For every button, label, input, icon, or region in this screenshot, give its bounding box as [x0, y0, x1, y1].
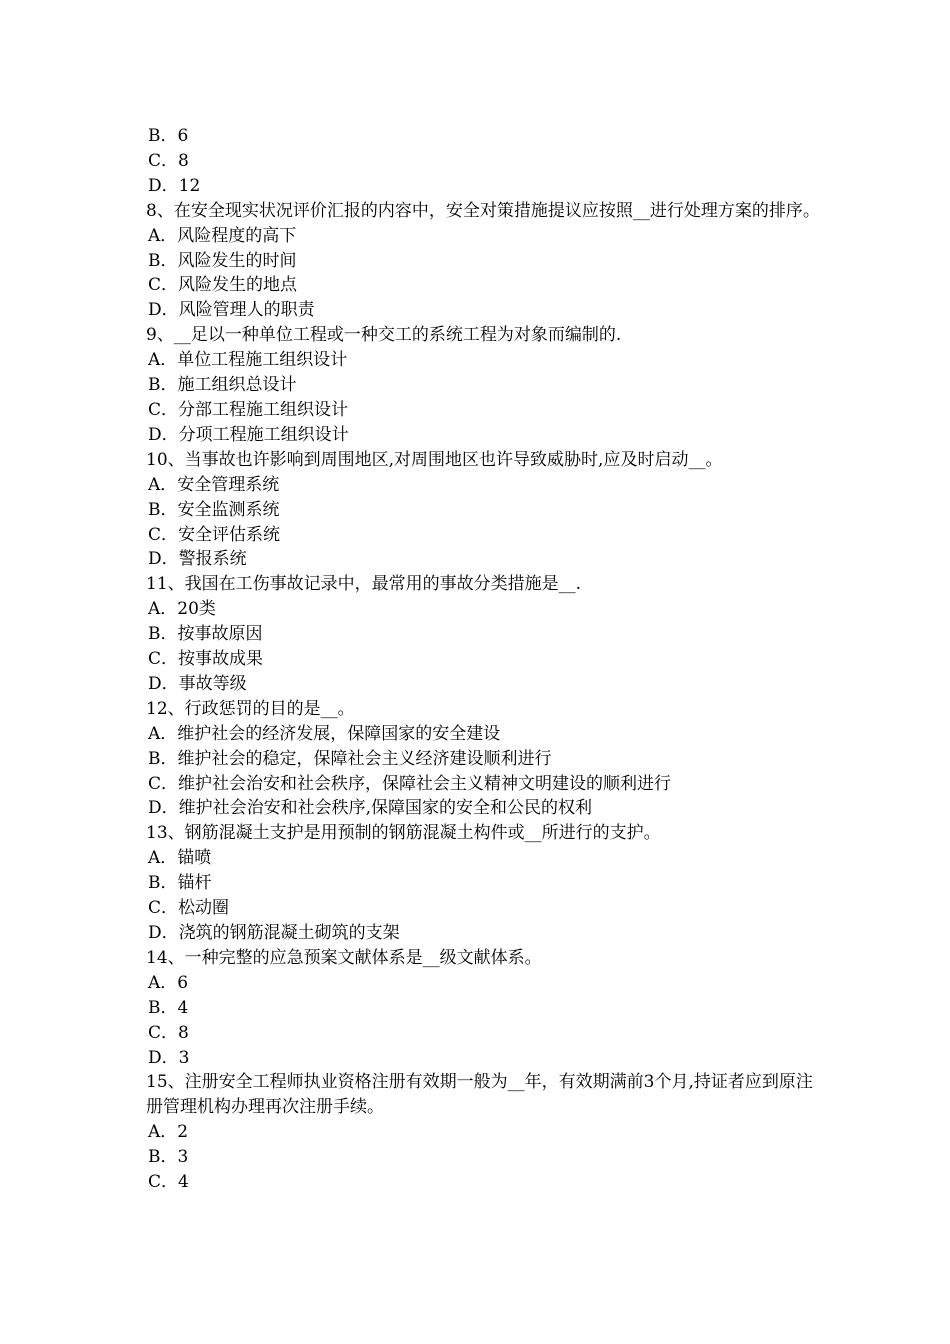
question-12	[146, 697, 826, 822]
question-text: 10、当事故也许影响到周围地区,对周围地区也许导致威胁时,应及时启动__。	[146, 449, 723, 470]
option: B．施工组织总设计	[148, 375, 297, 396]
question-text: 15、注册安全工程师执业资格注册有效期一般为__年，有效期满前3个月,持证者应到原注册管理机构办理再次注册手续。	[146, 1072, 813, 1118]
option: B．锚杆	[148, 873, 212, 894]
option: B．按事故原因	[148, 624, 263, 645]
option: A．20类	[148, 599, 216, 620]
question-text: 12、行政惩罚的目的是__。	[146, 698, 355, 719]
option: D．12	[148, 175, 201, 196]
option: D．3	[148, 1047, 190, 1068]
option: A．锚喷	[148, 848, 212, 869]
option: D．维护社会治安和社会秩序,保障国家的安全和公民的权利	[148, 798, 593, 819]
option: B．风险发生的时间	[148, 250, 297, 271]
question-13	[146, 821, 826, 946]
option: C．8	[148, 1022, 189, 1043]
option: B．维护社会的稳定，保障社会主义经济建设顺利进行	[148, 748, 552, 769]
question-text: 14、一种完整的应急预案文献体系是__级文献体系。	[146, 947, 542, 968]
document-page	[146, 124, 826, 1195]
question-11	[146, 572, 826, 697]
option: C．安全评估系统	[148, 524, 281, 545]
option: C．分部工程施工组织设计	[148, 399, 349, 420]
option: B．3	[148, 1147, 189, 1168]
option: B．安全监测系统	[148, 499, 280, 520]
option: A．2	[148, 1122, 189, 1143]
option: C．8	[148, 150, 189, 171]
question-text: 11、我国在工伤事故记录中，最常用的事故分类措施是__.	[146, 574, 582, 595]
question-9	[146, 323, 826, 448]
option: B．4	[148, 997, 189, 1018]
option: A．风险程度的高下	[148, 225, 297, 246]
option: D．警报系统	[148, 549, 247, 570]
question-10	[146, 448, 826, 573]
option: A．单位工程施工组织设计	[148, 350, 348, 371]
option: D．事故等级	[148, 673, 247, 694]
leading-options	[146, 124, 826, 199]
question-text: 13、钢筋混凝土支护是用预制的钢筋混凝土构件或__所进行的支护。	[146, 823, 661, 844]
question-14	[146, 946, 826, 1071]
option: C．风险发生的地点	[148, 275, 298, 296]
option: C．松动圈	[148, 898, 230, 919]
question-15	[146, 1070, 826, 1195]
question-text: 9、__足以一种单位工程或一种交工的系统工程为对象而编制的.	[146, 325, 622, 346]
option: C．4	[148, 1172, 189, 1193]
option: A．维护社会的经济发展，保障国家的安全建设	[148, 723, 501, 744]
option: A．安全管理系统	[148, 474, 280, 495]
question-text: 8、在安全现实状况评价汇报的内容中，安全对策措施提议应按照__进行处理方案的排序。	[146, 200, 820, 221]
option: A．6	[148, 972, 189, 993]
option: C．按事故成果	[148, 649, 264, 670]
option: D．浇筑的钢筋混凝土砌筑的支架	[148, 923, 400, 943]
option: B．6	[148, 126, 189, 146]
option: D．风险管理人的职责	[148, 300, 315, 321]
option: C．维护社会治安和社会秩序，保障社会主义精神文明建设的顺利进行	[148, 773, 672, 794]
option: D．分项工程施工组织设计	[148, 424, 349, 445]
question-8	[146, 199, 826, 324]
